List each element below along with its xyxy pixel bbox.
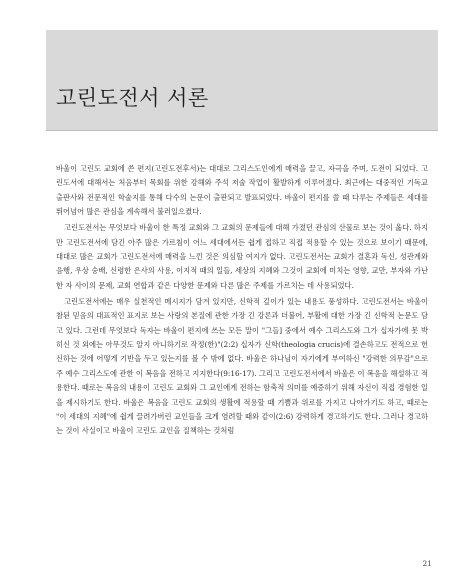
- paragraph: 바울이 고린도 교회에 쓴 편지(고린도전후서)는 대대로 그리스도인에게 매력을 끌고, 자극을 주며, 도전이 되었다. 고린도서에 대해서는 처음부터 목회를 위한 강해와 주석 저술 작업이 활발하게 이루어졌다. 최근에는 대중적인 기독교 출판사와 전문적인 학술지를 통해 다수의 논문이 출판되고 발표되었다. 바울이 편지를 쓸 때 다루는 주제들은 세대를 뛰어넘어 많은 관심을 계속해서 불러일으켰다.: [56, 164, 428, 217]
- paragraph: 고린도전서에는 매우 실천적인 메시지가 담겨 있지만, 신학적 깊이가 있는 내용도 풍성하다. 고린도전서는 바울이 참된 믿음의 대표적인 표지로 보는 사랑의 본질에 관한 가장 긴 강론과 더불어, 부활에 대한 가장 긴 신학적 논문도 담고 있다. 그런데 무엇보다 독자는 바울이 편지에 쓰는 모든 말이 "그들] 중에서 예수 그리스도와 그가 십자가에 못 박히신 것 외에는 아무것도 알지 아니하기로 작정(한)"(2:2) 십자가 신학(theologia crucis)에 결손하고도 전적으로 헌신하는 것에 어떻게 기반을 두고 있는지를 볼 수 밖에 없다. 바울은 하나님이 자기에게 부여하신 "강력한 의무감"으로 주 예수 그리스도에 관한 이 복음을 전하고 지지한다(9:16-17). 그리고 고린도전서에서 바울은 이 복음을 해설하고 적용한다. 때로는 복음의 내용이 고린도 교회와 그 교인에게 전하는 함축적 의미를 예증하기 위해 자신이 직접 경험한 일을 제시하기도 한다. 바울은 복음을 고린도 교회의 생활에 적용할 때 기쁨과 위로를 가지고 나아가기도 하고, 때로는 "이 세대의 지혜"에 쉽게 끌려가버린 교인들을 크게 염려할 때와 같이(2:6) 강력하게 경고하기도 한다. 그러나 경고하는 것이 사실이고 바울이 고린도 교인을 질책하는 것처럼: [56, 297, 428, 436]
- title-band: [46, 30, 438, 130]
- title-divider: [46, 130, 438, 131]
- chapter-title: 고린도전서 서론: [56, 86, 209, 110]
- page-number: 21: [422, 559, 432, 568]
- body-text: [56, 162, 428, 441]
- paragraph: 고린도전서는 무엇보다 바울이 한 특정 교회와 그 교회의 문제들에 대해 가졌던 관심의 산물로 보는 것이 옳다. 하지만 고린도전서에 담긴 아주 많은 가르침이 어느 세대에서든 쉽게 접하고 직접 적용할 수 있는 것으로 보이기 때문에, 대대로 많은 교회가 고린도전서에 매력을 느낀 것은 의심할 여지가 없다. 고린도전서는 교회가 결혼과 독신, 성관계와 음행, 우상 숭배, 신령한 은사의 사용, 이지적 때의 일들, 세상의 지혜와 그것이 교회에 미치는 영향, 교만, 부자와 가난한 자 사이의 문제, 교회 연합과 같은 다양한 문제와 다른 많은 주제를 가르치는 데 사용되었다.: [56, 223, 428, 290]
